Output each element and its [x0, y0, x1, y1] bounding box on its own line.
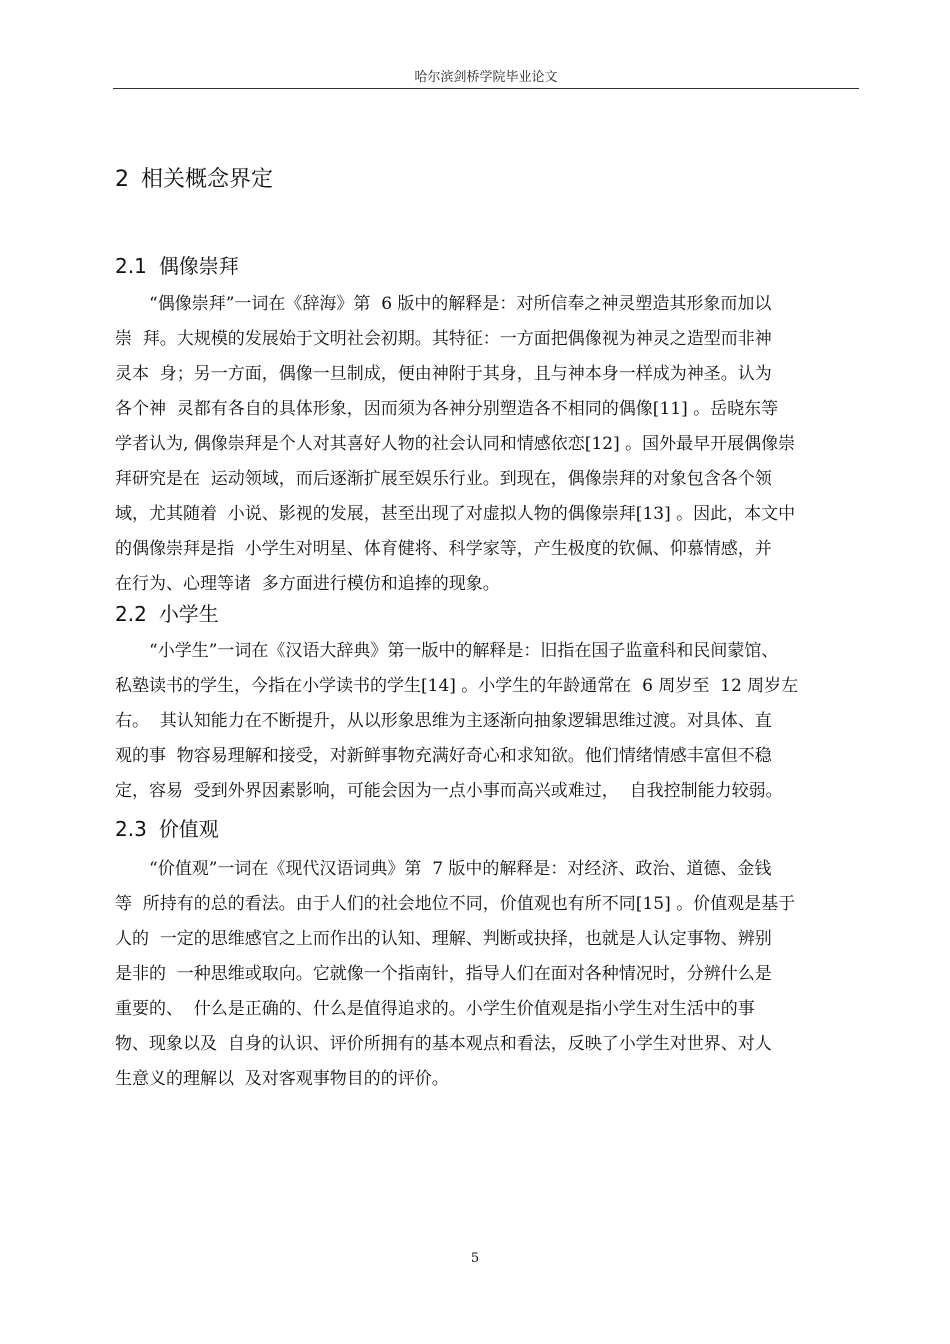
paragraph-line: 域，尤其随着 小说、影视的发展，甚至出现了对虚拟人物的偶像崇拜[13] 。因此，本文中: [115, 504, 796, 524]
section-2-2-paragraph: [115, 634, 860, 809]
paragraph-line: 人的 一定的思维感官之上而作出的认知、理解、判断或抉择，也就是人认定事物、辨别: [115, 929, 772, 949]
paragraph-line: 物、现象以及 自身的认识、评价所拥有的基本观点和看法，反映了小学生对世界、对人: [115, 1034, 772, 1054]
paragraph-line: 各个神 灵都有各自的具体形象，因而须为各神分别塑造各不相同的偶像[11] 。岳晓东等: [115, 399, 779, 419]
paragraph-line: 拜研究是在 运动领域，而后逐渐扩展至娱乐行业。到现在，偶像崇拜的对象包含各个领: [115, 469, 772, 489]
chapter-title: 相关概念界定: [141, 167, 274, 192]
paragraph-line: 定，容易 受到外界因素影响，可能会因为一点小事而高兴或难过， 自我控制能力较弱。: [115, 781, 783, 801]
running-header: 哈尔滨剑桥学院毕业论文: [414, 70, 558, 85]
section-title: 偶像崇拜: [158, 254, 239, 278]
section-heading-2-1: [115, 250, 239, 279]
paragraph-line: 等 所持有的总的看法。由于人们的社会地位不同，价值观也有所不同[15] 。价值观是基于: [115, 894, 796, 914]
section-heading-2-3: [115, 813, 219, 842]
section-number: 2.2: [115, 602, 147, 626]
paragraph-line: “价值观”一词在《现代汉语词典》第 7 版中的解释是：对经济、政治、道德、金钱: [149, 859, 772, 879]
paragraph-line: 在行为、心理等诸 多方面进行模仿和追捧的现象。: [115, 574, 500, 594]
paragraph-line: 崇 拜。大规模的发展始于文明社会初期。其特征：一方面把偶像视为神灵之造型而非神: [115, 329, 772, 349]
paragraph-line: 生意义的理解以 及对客观事物目的的评价。: [115, 1069, 449, 1089]
paragraph-line: “偶像崇拜”一词在《辞海》第 6 版中的解释是：对所信奉之神灵塑造其形象而加以: [149, 294, 772, 314]
paragraph-line: 是非的 一种思维或取向。它就像一个指南针，指导人们在面对各种情况时，分辨什么是: [115, 964, 772, 984]
paragraph-line: 观的事 物容易理解和接受，对新鲜事物充满好奇心和求知欲。他们情绪情感丰富但不稳: [115, 746, 772, 766]
section-number: 2.3: [115, 817, 147, 841]
chapter-heading: [115, 162, 273, 193]
paragraph-line: 学者认为, 偶像崇拜是个人对其喜好人物的社会认同和情感依恋[12] 。国外最早开展偶像崇: [115, 434, 796, 454]
paragraph-line: 右。 其认知能力在不断提升，从以形象思维为主逐渐向抽象逻辑思维过渡。对具体、直: [115, 711, 772, 731]
chapter-number: 2: [115, 167, 129, 192]
section-2-1-paragraph: [115, 287, 860, 602]
section-number: 2.1: [115, 254, 147, 278]
paragraph-line: 的偶像崇拜是指 小学生对明星、体育健将、科学家等，产生极度的钦佩、仰慕情感，并: [115, 539, 772, 559]
section-title: 小学生: [158, 602, 219, 626]
paragraph-line: “小学生”一词在《汉语大辞典》第一版中的解释是：旧指在国子监童科和民间蒙馆、: [149, 641, 779, 661]
paragraph-line: 私塾读书的学生，今指在小学读书的学生[14] 。小学生的年龄通常在 6 周岁至 12 周岁左: [115, 676, 799, 696]
page-number: 5: [470, 1251, 480, 1266]
paragraph-line: 灵本 身；另一方面，偶像一旦制成，便由神附于其身，且与神本身一样成为神圣。认为: [115, 364, 772, 384]
section-title: 价值观: [158, 817, 219, 841]
paragraph-line: 重要的、 什么是正确的、什么是值得追求的。小学生价值观是指小学生对生活中的事: [115, 999, 755, 1019]
section-heading-2-2: [115, 598, 219, 627]
section-2-3-paragraph: [115, 852, 860, 1097]
header-rule: [113, 88, 859, 89]
